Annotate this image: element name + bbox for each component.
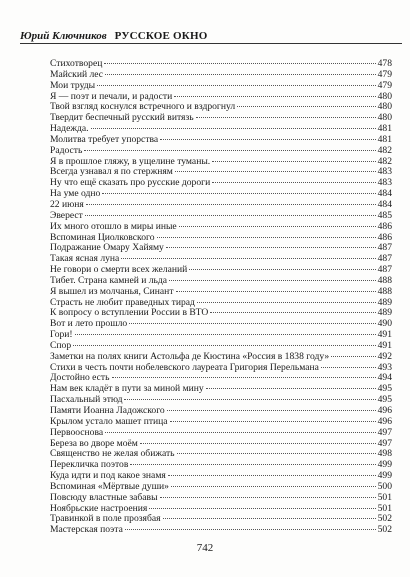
toc-entry-page: 480 xyxy=(377,101,392,113)
toc-entry-page: 494 xyxy=(377,372,392,384)
dot-leader xyxy=(176,284,376,292)
toc-entry-page: 480 xyxy=(377,90,392,102)
toc-entry-page: 480 xyxy=(377,112,392,124)
toc-entry-page: 488 xyxy=(377,274,392,286)
toc-entry-page: 486 xyxy=(377,220,392,232)
toc-entry-page: 500 xyxy=(377,480,392,492)
dot-leader xyxy=(321,360,376,368)
dot-leader xyxy=(75,327,376,335)
page-number: 742 xyxy=(196,542,214,554)
toc-entry-title: Памяти Иоанна Ладожского xyxy=(50,405,165,416)
toc-entry-title: Первооснова xyxy=(50,426,104,438)
dot-leader xyxy=(167,403,376,411)
toc-entry-page: 501 xyxy=(377,491,392,503)
toc-entry-title: Подражание Омару Хайяму xyxy=(50,242,164,254)
toc-entry-title: Я — поэт и печали, и радости xyxy=(50,90,173,102)
dot-leader xyxy=(174,89,375,97)
dot-leader xyxy=(179,219,376,227)
dot-leader xyxy=(105,425,375,433)
toc-entry-page: 489 xyxy=(377,307,392,319)
dot-leader xyxy=(160,132,375,140)
dot-leader xyxy=(177,446,376,454)
toc-entry-page: 502 xyxy=(377,513,392,525)
toc-entry-page: 501 xyxy=(377,502,392,514)
toc-entry-title: Достойно есть xyxy=(50,372,110,384)
dot-leader xyxy=(171,479,376,487)
dot-leader xyxy=(125,522,376,530)
dot-leader xyxy=(140,436,376,444)
dot-leader xyxy=(168,468,376,476)
toc-entry-page: 498 xyxy=(377,448,392,460)
toc-entry-title: Нам век кладёт в пути за миной мину xyxy=(50,383,204,395)
toc-entry-title: Твой взгляд коснулся встречного и вздрогнул xyxy=(50,101,236,113)
toc-entry xyxy=(50,524,392,535)
toc-entry-title: Я вышел из молчанья, Синант xyxy=(50,285,174,297)
toc-entry-page: 495 xyxy=(377,383,392,395)
toc-entry-page: 495 xyxy=(377,394,392,406)
toc-entry-title: Стихи в честь почти нобелевского лауреата Григория Перельмана xyxy=(50,361,319,373)
toc-entry-page: 486 xyxy=(377,231,392,243)
dot-leader xyxy=(331,349,375,357)
toc-entry-page: 502 xyxy=(377,524,392,536)
dot-leader xyxy=(84,143,375,151)
toc-entry-page: 491 xyxy=(377,339,392,351)
toc-entry-page: 484 xyxy=(377,188,392,200)
dot-leader xyxy=(85,208,376,216)
dot-leader xyxy=(175,164,376,172)
toc-entry-title: Травинкой в поле прозябая xyxy=(50,513,161,525)
toc-entry-title: Стихотворец xyxy=(50,58,103,69)
toc-entry-title: Вспоминая «Мёртвые души» xyxy=(50,480,169,492)
dot-leader xyxy=(163,511,376,519)
dot-leader xyxy=(86,197,376,205)
dot-leader xyxy=(112,370,376,378)
toc-entry-page: 499 xyxy=(377,470,392,482)
toc-entry-title: Радость xyxy=(50,144,83,156)
toc-entry-title: Надежда. xyxy=(50,123,89,135)
toc-entry-title: Пасхальный этюд xyxy=(50,394,123,406)
toc-entry-page: 489 xyxy=(377,296,392,308)
toc-entry-page: 481 xyxy=(377,123,392,135)
dot-leader xyxy=(169,273,376,281)
toc-entry-title: На уме одно xyxy=(50,188,101,200)
toc-entry-page: 479 xyxy=(377,79,392,91)
toc-entry-page: 487 xyxy=(377,264,392,276)
toc-entry-title: Тибет. Страна камней и льда xyxy=(50,274,168,286)
toc-entry-page: 496 xyxy=(377,405,392,416)
toc-entry-page: 479 xyxy=(377,68,392,80)
dot-leader xyxy=(170,414,376,422)
toc-entry-title: Перекличка поэтов xyxy=(50,459,129,471)
toc-entry-title: 22 июня xyxy=(50,198,84,210)
dot-leader xyxy=(91,121,376,129)
toc-entry-page: 496 xyxy=(377,415,392,427)
toc-entry-page: 493 xyxy=(377,361,392,373)
toc-entry-page: 492 xyxy=(377,350,392,362)
dot-leader xyxy=(97,78,375,86)
toc-entry-page: 488 xyxy=(377,285,392,297)
toc-entry-title: Не говори о смерти всех желаний xyxy=(50,264,188,276)
toc-entry-page: 487 xyxy=(377,242,392,254)
dot-leader xyxy=(149,501,375,509)
table-of-contents xyxy=(50,58,392,535)
dot-leader xyxy=(124,392,375,400)
toc-entry-page: 481 xyxy=(377,133,392,145)
toc-entry-title: Вспоминая Циолковского xyxy=(50,231,155,243)
dot-leader xyxy=(73,338,375,346)
toc-entry-title: К вопросу о вступлении России в ВТО xyxy=(50,307,209,319)
running-head-title: РУССКОЕ ОКНО xyxy=(114,30,208,42)
dot-leader xyxy=(129,316,375,324)
dot-leader xyxy=(212,175,375,183)
dot-leader xyxy=(166,240,376,248)
dot-leader xyxy=(196,110,376,118)
toc-entry-title: Страсть не любит праведных тирад xyxy=(50,296,195,308)
dot-leader xyxy=(157,230,376,238)
toc-entry-title: Твердит беспечный русский витязь xyxy=(50,112,194,124)
toc-entry-page: 478 xyxy=(377,58,392,69)
dot-leader xyxy=(206,381,376,389)
toc-entry-page: 499 xyxy=(377,459,392,471)
toc-entry-title: Их много отошло в миры иные xyxy=(50,220,177,232)
dot-leader xyxy=(237,99,375,107)
toc-entry-title: Гори! xyxy=(50,329,73,341)
dot-leader xyxy=(160,490,376,498)
toc-entry-title: Куда идти и под какое знамя xyxy=(50,470,166,482)
toc-entry-title: Крылом устало машет птица xyxy=(50,415,168,427)
toc-entry-page: 483 xyxy=(377,177,392,189)
toc-entry-page: 483 xyxy=(377,166,392,178)
toc-entry-title: Майский лес xyxy=(50,68,104,80)
dot-leader xyxy=(210,305,375,313)
dot-leader xyxy=(212,154,375,162)
toc-entry-page: 485 xyxy=(377,209,392,221)
toc-entry-page: 497 xyxy=(377,437,392,449)
header-rule xyxy=(20,43,402,44)
toc-entry-title: Ну что ещё сказать про русские дороги xyxy=(50,177,211,189)
dot-leader xyxy=(105,67,376,75)
toc-entry-page: 497 xyxy=(377,426,392,438)
toc-entry-title: Спор xyxy=(50,339,72,351)
toc-entry-page: 491 xyxy=(377,329,392,341)
toc-entry-page: 484 xyxy=(377,198,392,210)
toc-entry-title: Всегда узнавал я по стержням xyxy=(50,166,173,178)
dot-leader xyxy=(121,251,375,259)
toc-entry-title: Мастерская поэта xyxy=(50,524,123,536)
toc-entry-title: Заметки на полях книги Астольфа де Кюстина «Россия в 1838 году» xyxy=(50,350,330,362)
toc-entry-title: Мои труды xyxy=(50,79,96,91)
toc-entry-title: Вот и лето прошло xyxy=(50,318,128,330)
toc-entry-title: Священство не желая обижать xyxy=(50,448,175,460)
toc-entry-title: Молитва требует упорства xyxy=(50,133,159,145)
toc-entry-page: 482 xyxy=(377,155,392,167)
toc-entry-title: Эверест xyxy=(50,209,83,221)
toc-entry-page: 487 xyxy=(377,253,392,265)
toc-entry-title: Береза во дворе моём xyxy=(50,437,138,449)
toc-entry-title: Такая ясная луна xyxy=(50,253,120,265)
running-head xyxy=(20,26,405,42)
dot-leader xyxy=(197,295,376,303)
dot-leader xyxy=(102,186,375,194)
dot-leader xyxy=(130,457,375,465)
toc-entry-page: 490 xyxy=(377,318,392,330)
dot-leader xyxy=(189,262,375,270)
toc-entry-title: Я в прошлое гляжу, в ущелине туманы. xyxy=(50,155,211,167)
toc-entry-title: Ноябрьские настроения xyxy=(50,502,148,514)
toc-entry-title: Повсюду властные забавы xyxy=(50,491,158,503)
dot-leader xyxy=(104,56,375,64)
toc-entry-page: 482 xyxy=(377,144,392,156)
running-head-author: Юрий Ключников xyxy=(20,30,107,42)
